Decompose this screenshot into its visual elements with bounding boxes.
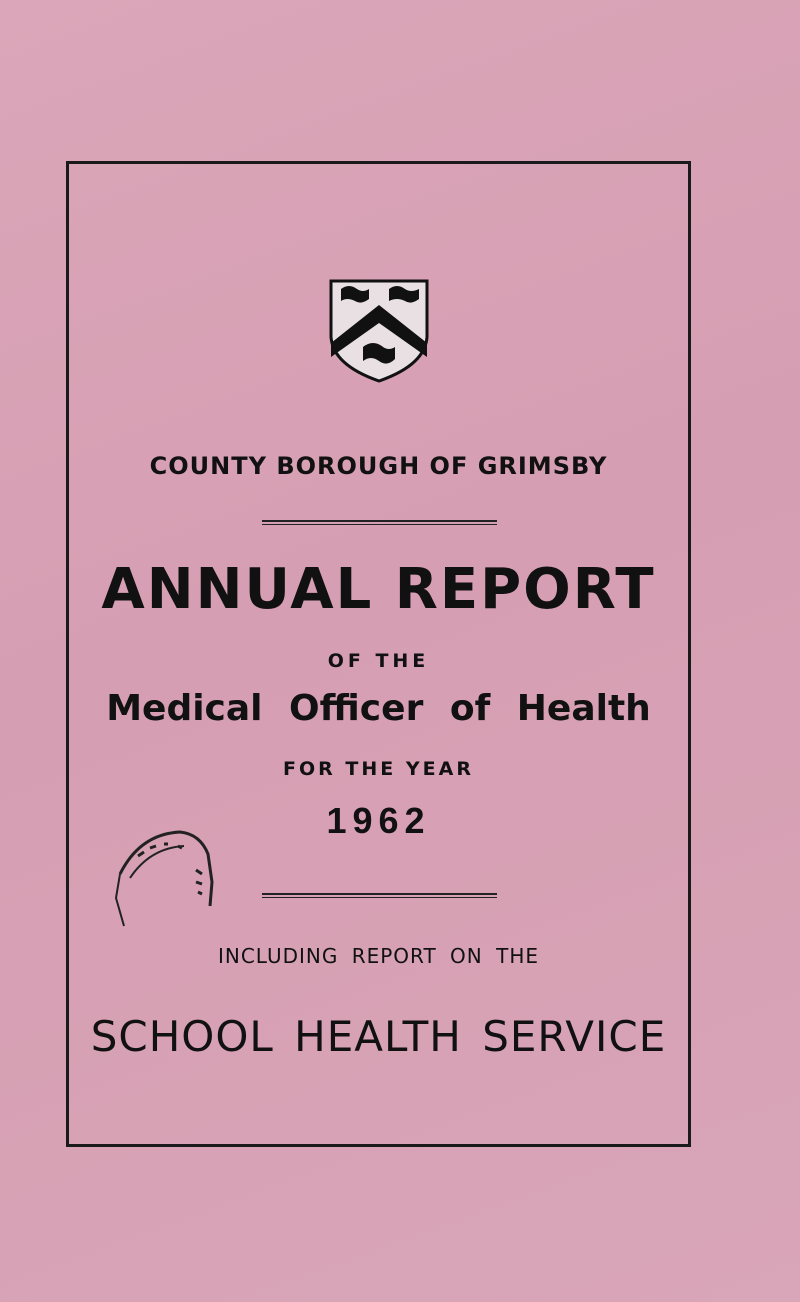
borough-heading: COUNTY BOROUGH OF GRIMSBY: [149, 452, 608, 480]
report-year: 1962: [326, 800, 431, 841]
including-line: INCLUDING REPORT ON THE: [217, 944, 540, 968]
officer-heading: Medical Officer of Health: [106, 688, 651, 729]
divider-rule: [262, 520, 497, 525]
of-the-line: OF THE: [327, 650, 430, 672]
for-the-year-line: FOR THE YEAR: [283, 758, 474, 780]
divider-rule: [262, 893, 497, 898]
library-stamp-icon: [100, 826, 226, 936]
report-title: ANNUAL REPORT: [101, 557, 656, 622]
school-health-service-heading: SCHOOL HEALTH SERVICE: [90, 1012, 667, 1061]
coat-of-arms-icon: [327, 277, 431, 385]
